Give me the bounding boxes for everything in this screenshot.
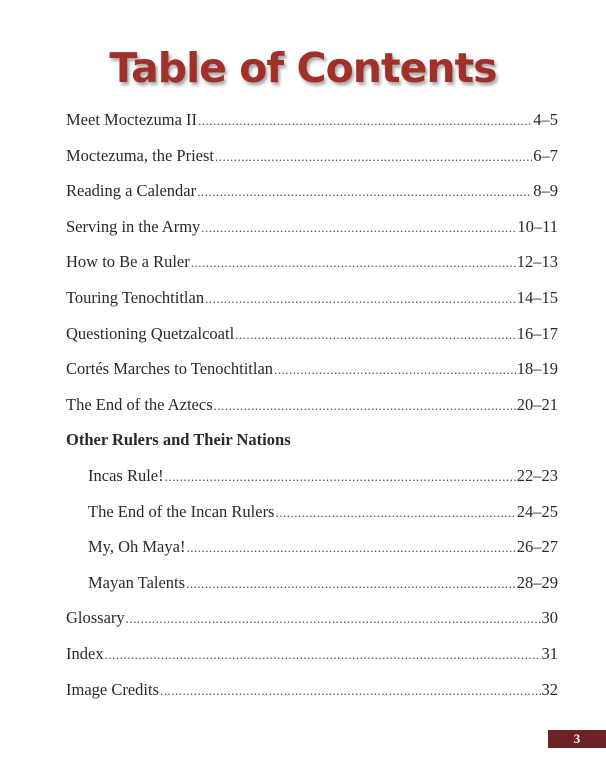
- toc-entry-title: Meet Moctezuma II: [66, 110, 198, 129]
- dot-leader: [275, 499, 515, 527]
- toc-entry: [66, 142, 558, 178]
- toc-entry-title: Touring Tenochtitlan: [66, 287, 205, 307]
- toc-entry-pages: 16–17: [516, 323, 558, 343]
- toc-entry-pages: 32: [541, 679, 558, 699]
- toc-entry: [66, 604, 558, 640]
- dot-leader: [160, 677, 540, 705]
- toc-entry-title: How to Be a Ruler: [66, 252, 190, 272]
- dot-leader: [215, 143, 532, 171]
- toc-entry-pages: 31: [541, 643, 558, 663]
- dot-leader: [186, 534, 515, 562]
- toc-entry-pages: 26–27: [516, 537, 558, 557]
- toc-entry-title: Glossary: [66, 608, 125, 628]
- dot-leader: [274, 356, 516, 384]
- toc-entry: [66, 355, 558, 391]
- toc-entry-title: Questioning Quetzalcoatl: [66, 323, 235, 343]
- toc-subentry: [66, 569, 558, 605]
- toc-entry-pages: 4–5: [533, 110, 558, 129]
- toc-entry: [66, 177, 558, 213]
- dot-leader: [165, 463, 516, 491]
- dot-leader: [205, 285, 516, 313]
- toc-entry-pages: 28–29: [516, 572, 558, 592]
- toc-entry: [66, 676, 558, 712]
- toc-section-heading: Other Rulers and Their Nations: [66, 430, 291, 450]
- toc-section-heading-row: [66, 426, 558, 462]
- dot-leader: [201, 214, 516, 242]
- toc-entry: [66, 391, 558, 427]
- dot-leader: [198, 107, 532, 135]
- toc-entry-pages: 14–15: [516, 287, 558, 307]
- toc-entry-pages: 6–7: [533, 145, 558, 165]
- toc-entry-title: My, Oh Maya!: [88, 537, 186, 557]
- toc-subentry: [66, 498, 558, 534]
- toc-entry-pages: 10–11: [517, 216, 558, 236]
- toc-entry: [66, 284, 558, 320]
- toc-entry-title: Index: [66, 643, 104, 663]
- toc-entry: [66, 213, 558, 249]
- toc-entry-title: Image Credits: [66, 679, 160, 699]
- dot-leader: [197, 178, 532, 206]
- toc-entry-pages: 30: [541, 608, 558, 628]
- toc-entry-title: Incas Rule!: [88, 465, 164, 485]
- toc-entry-title: The End of the Incan Rulers: [88, 501, 275, 521]
- toc-entry: [66, 248, 558, 284]
- toc-entry-pages: 12–13: [516, 252, 558, 272]
- toc-entry: [66, 640, 558, 676]
- dot-leader: [105, 641, 541, 669]
- page-title: Table of Contents: [109, 44, 497, 92]
- toc-entry-title: Reading a Calendar: [66, 181, 197, 201]
- toc-entry-title: Cortés Marches to Tenochtitlan: [66, 359, 274, 379]
- dot-leader: [214, 392, 516, 420]
- toc-entry-title: Mayan Talents: [88, 572, 186, 592]
- dot-leader: [126, 605, 541, 633]
- toc-entry-title: Serving in the Army: [66, 216, 201, 236]
- dot-leader: [191, 249, 516, 277]
- table-of-contents: [66, 106, 558, 711]
- dot-leader: [186, 570, 516, 598]
- toc-entry-pages: 20–21: [516, 394, 558, 414]
- toc-entry-pages: 18–19: [516, 359, 558, 379]
- toc-entry: [66, 106, 558, 142]
- page-number-tab: 3: [548, 730, 606, 748]
- toc-entry-pages: 24–25: [516, 501, 558, 521]
- toc-subentry: [66, 462, 558, 498]
- toc-entry: [66, 320, 558, 356]
- dot-leader: [235, 321, 516, 349]
- toc-entry-title: The End of the Aztecs: [66, 394, 213, 414]
- toc-entry-title: Moctezuma, the Priest: [66, 145, 215, 165]
- toc-entry-pages: 22–23: [516, 465, 558, 485]
- toc-entry-pages: 8–9: [533, 181, 558, 201]
- toc-subentry: [66, 533, 558, 569]
